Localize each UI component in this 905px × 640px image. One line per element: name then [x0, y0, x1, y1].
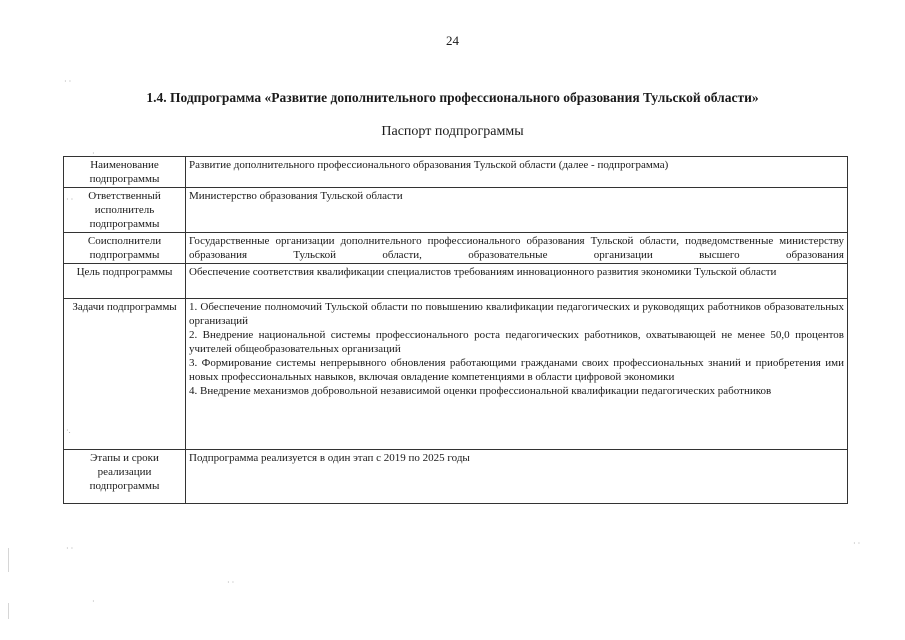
row-label-name: Наименование подпрограммы: [64, 157, 186, 188]
row-label-goal: Цель подпрограммы: [64, 264, 186, 299]
page-number: 24: [446, 33, 459, 48]
table-row: [64, 157, 848, 188]
table-row: [64, 188, 848, 233]
scan-speck: ·: [92, 149, 95, 158]
scan-speck: · ·: [853, 539, 861, 548]
row-value-goal: Обеспечение соответствия квалификации специалистов требованиям инновационного развития экономики Тульской области: [186, 264, 848, 299]
row-value-terms: Подпрограмма реализуется в один этап с 2019 по 2025 годы: [186, 450, 848, 504]
table-row: [64, 299, 848, 450]
subprogram-passport-table: [63, 156, 848, 504]
task-item-2: 2. Внедрение национальной системы профессионального роста педагогических работников, охватывающей не менее 50,0 процентов учителей общеобразовательных организаций: [189, 329, 844, 355]
row-label-coexecutors: Соисполнители подпрограммы: [64, 233, 186, 264]
row-label-tasks: Задачи подпрограммы: [64, 299, 186, 450]
task-item-1: 1. Обеспечение полномочий Тульской области по повышению квалификации педагогических и руководящих работников образовательных организаций: [189, 301, 844, 327]
row-value-executor: Министерство образования Тульской области: [186, 188, 848, 233]
task-item-4: 4. Внедрение механизмов добровольной независимой оценки профессиональной квалификации педагогических работников: [189, 385, 772, 397]
row-value-name: Развитие дополнительного профессионального образования Тульской области (далее - подпрограмма): [186, 157, 848, 188]
section-heading: 1.4. Подпрограмма «Развитие дополнительного профессионального образования Тульской области»: [146, 90, 759, 105]
scan-speck: | | |: [8, 547, 10, 572]
row-value-coexecutors: Государственные организации дополнительного профессионального образования Тульской области, подведомственные министерству образования Тульской области, образовательные организации высшего образования: [186, 233, 848, 264]
scan-speck: · ·: [66, 544, 74, 553]
row-label-executor: Ответственный исполнитель подпрограммы: [64, 188, 186, 233]
table-row: [64, 450, 848, 504]
row-label-terms: Этапы и сроки реализации подпрограммы: [64, 450, 186, 504]
passport-title: Паспорт подпрограммы: [381, 124, 524, 139]
scan-speck: ·: [92, 597, 95, 606]
scan-speck: · ·: [66, 195, 74, 204]
scan-speck: | |: [8, 602, 10, 619]
table-row: [64, 264, 848, 299]
task-item-3: 3. Формирование системы непрерывного обновления работающими гражданами своих профессиональных знаний и приобретения ими новых профессиональных навыков, включая овладение компетенциями в области цифровой экономики: [189, 357, 844, 383]
row-value-tasks: [186, 299, 848, 450]
scan-speck: · ·: [227, 578, 235, 587]
table-row: [64, 233, 848, 264]
scan-speck: · ·: [64, 77, 72, 86]
scan-speck: ·.: [66, 426, 71, 435]
